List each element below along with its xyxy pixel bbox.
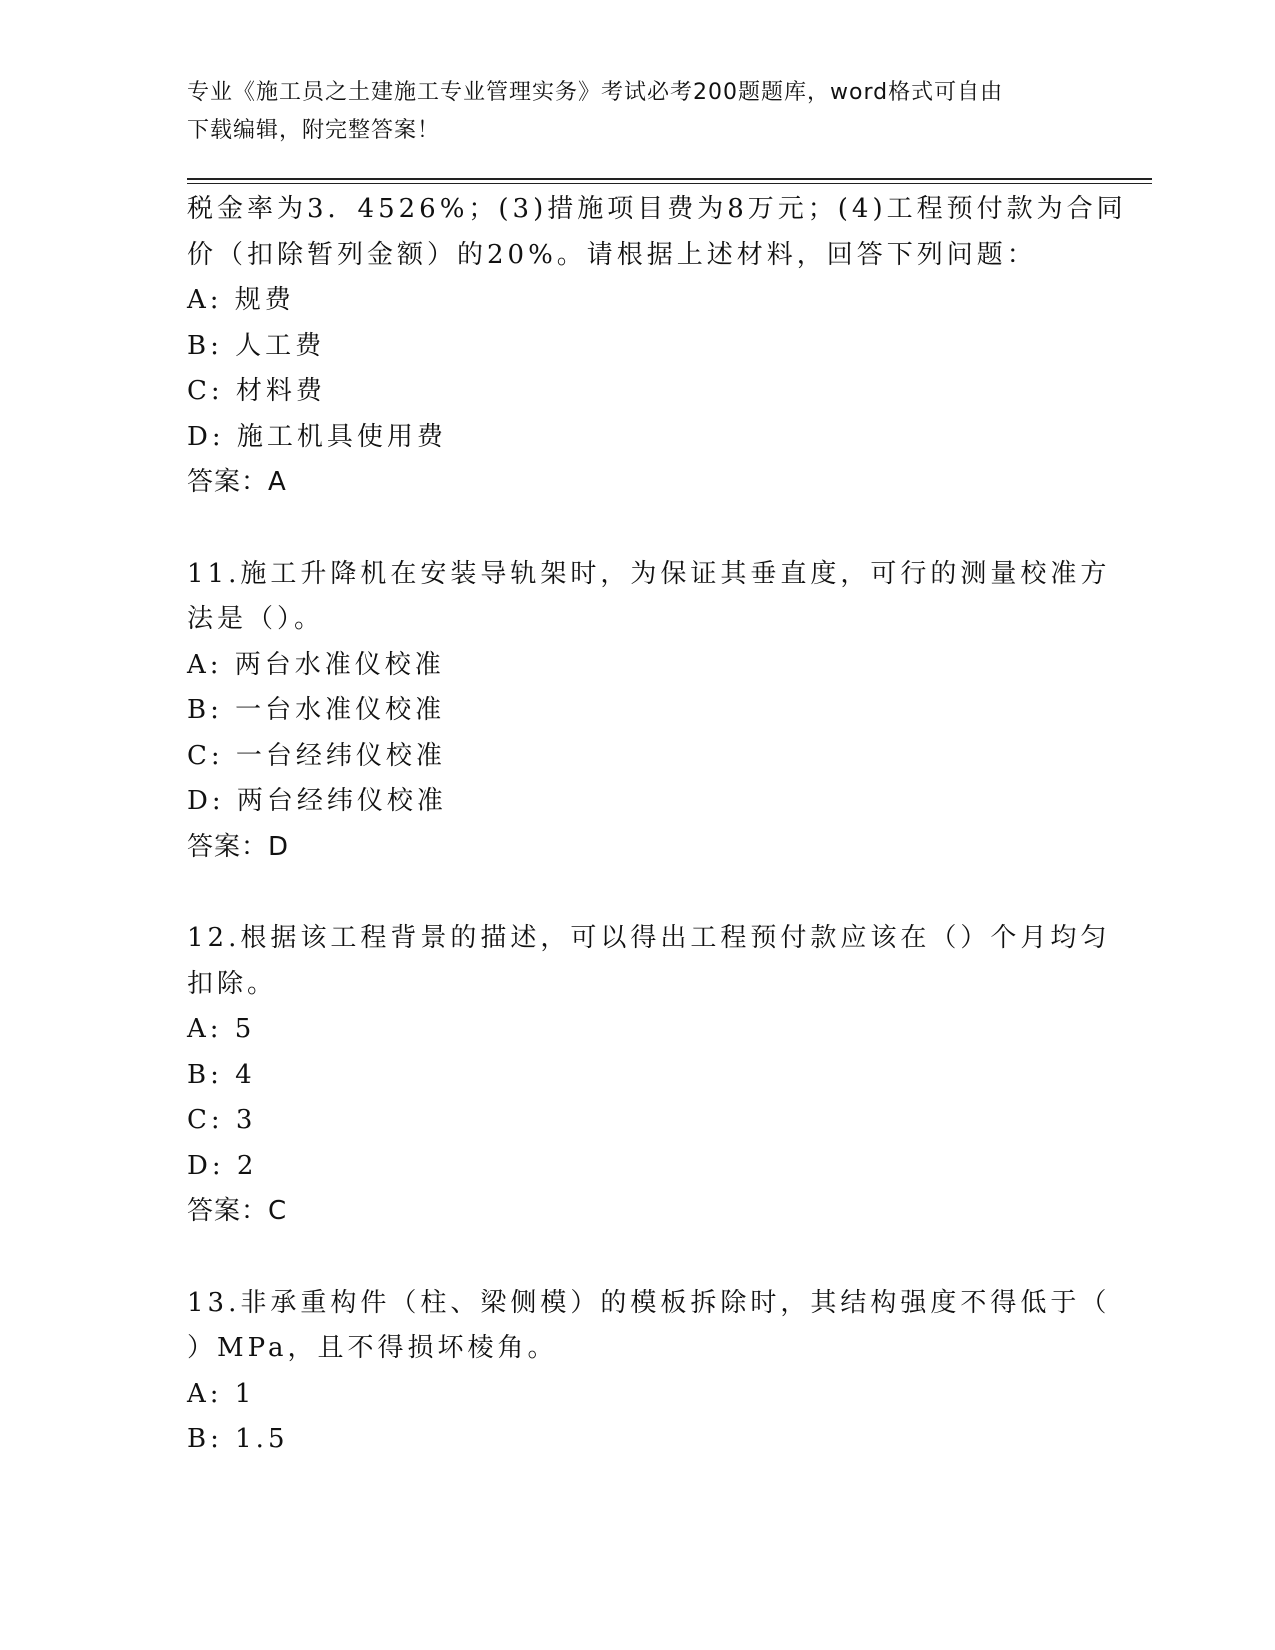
question-text: 13.非承重构件（柱、梁侧模）的模板拆除时，其结构强度不得低于（: [187, 1287, 1111, 1318]
answer-label: 答案：A: [187, 467, 287, 497]
document-header: [187, 74, 1067, 150]
question-spacer: [187, 870, 1087, 916]
question-text: ）MPa，且不得损坏棱角。: [187, 1333, 558, 1363]
option-d: D: 2: [187, 1150, 258, 1181]
header-rule-thin: [187, 183, 1152, 184]
header-rule-thick: [187, 178, 1152, 180]
option-c: C: 材料费: [187, 376, 326, 406]
answer-label: 答案：D: [187, 831, 290, 862]
question-11: [187, 552, 1111, 871]
option-b: B: 人工费: [187, 330, 326, 361]
option-a: A: 1: [187, 1378, 256, 1409]
option-c: C: 3: [187, 1105, 257, 1135]
option-a: A: 两台水准仪校准: [187, 649, 445, 680]
question-10-continued: [187, 187, 1127, 506]
option-c: C: 一台经纬仪校准: [187, 740, 446, 771]
option-a: A: 5: [187, 1014, 256, 1044]
option-a: A: 规费: [187, 285, 295, 315]
option-b: B: 4: [187, 1059, 256, 1090]
option-d: D: 两台经纬仪校准: [187, 786, 447, 816]
question-text: 法是（）。: [187, 604, 325, 634]
question-text: 12.根据该工程背景的描述，可以得出工程预付款应该在（）个月均匀: [187, 923, 1111, 953]
header-line-1: 专业《施工员之土建施工专业管理实务》考试必考200题题库，word格式可自由: [187, 80, 1004, 105]
question-spacer: [187, 506, 1087, 552]
question-text: 税金率为3．4526%；(3)措施项目费为8万元；(4)工程预付款为合同: [187, 194, 1127, 224]
option-b: B: 一台水准仪校准: [187, 695, 446, 725]
question-text: 价（扣除暂列金额）的20%。请根据上述材料，回答下列问题：: [187, 239, 1037, 270]
answer-label: 答案：C: [187, 1196, 288, 1226]
option-b: B: 1.5: [187, 1424, 289, 1454]
question-12: [187, 916, 1111, 1235]
question-text: 11.施工升降机在安装导轨架时，为保证其垂直度，可行的测量校准方: [187, 558, 1111, 589]
question-spacer: [187, 1235, 1087, 1281]
question-13: [187, 1281, 1111, 1463]
header-line-2: 下载编辑，附完整答案！: [187, 118, 441, 143]
option-d: D: 施工机具使用费: [187, 421, 447, 452]
document-body: [187, 187, 1127, 1463]
question-text: 扣除。: [187, 968, 278, 999]
